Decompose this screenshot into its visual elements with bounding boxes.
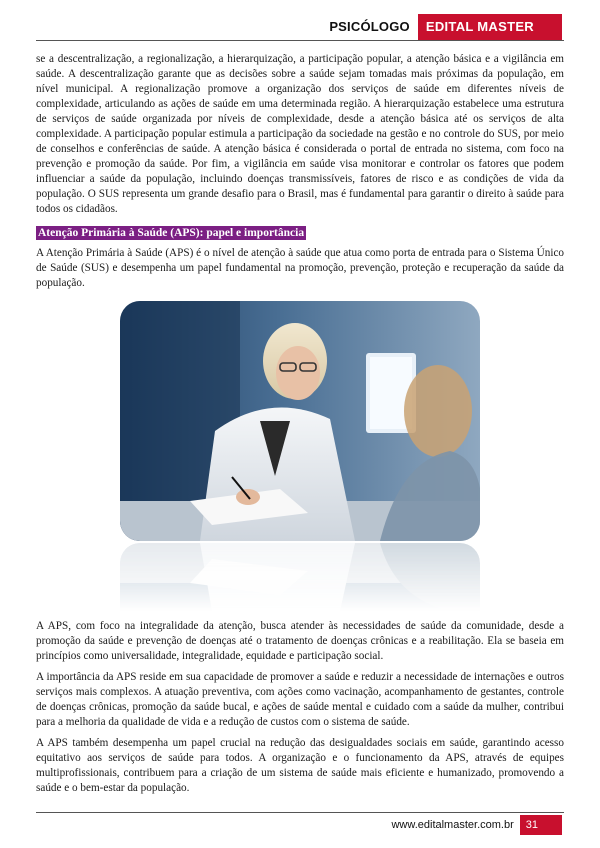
footer-website: www.editalmaster.com.br bbox=[391, 819, 514, 831]
doctor-photo-reflection bbox=[120, 543, 480, 611]
page-footer bbox=[391, 815, 562, 835]
header-subject: PSICÓLOGO bbox=[329, 19, 410, 34]
doctor-photo bbox=[120, 301, 480, 541]
header-divider bbox=[36, 40, 564, 41]
page-content bbox=[36, 52, 564, 802]
paragraph-2: A APS, com foco na integralidade da atenção, busca atender às necessidades de saúde da comunidade, desde a promoção da saúde e prevenção de doenças até o tratamento de doenças crônicas e a reabilitação. Ela se baseia em princípios como universalidade, integralidade, equidade e participação social. bbox=[36, 620, 564, 662]
header-brand: EDITAL MASTER bbox=[418, 14, 562, 40]
intro-paragraph: se a descentralização, a regionalização, a hierarquização, a participação popular, a atenção básica e a vigilância em saúde. A descentralização garante que as decisões sobre a saúde sejam tomadas mais próximas da população, em nível municipal. A regionalização promove a organização dos serviços de saúde em diferentes níveis de complexidade, articulando as ações de saúde em uma determinada região. A hierarquização estabelece uma estrutura de serviços de saúde organizada por níveis de complexidade, desde a atenção básica até os serviços de alta complexidade. A participação popular estimula a participação da sociedade na gestão e no controle do SUS, por meio de conselhos e conferências de saúde. A atenção básica é considerada o portal de entrada no sistema, com foco na prevenção e promoção da saúde. Por fim, a vigilância em saúde visa monitorar e controlar os fatores que podem influenciar a saúde da população, incluindo doenças transmissíveis, fatores de risco e as condições de vida da população. O SUS representa um grande desafio para o Brasil, mas é fundamental para garantir o direito à saúde para todos os cidadãos. bbox=[36, 53, 564, 215]
section-title: Atenção Primária à Saúde (APS): papel e importância bbox=[38, 227, 305, 239]
paragraph-4: A APS também desempenha um papel crucial na redução das desigualdades sociais em saúde, garantindo acesso equitativo aos serviços de saúde para todos. A organização e o funcionamento da APS, através de equipes multiprofissionais, contribuem para a criação de um sistema de saúde mais eficiente e humanizado, promovendo a saúde e o bem-estar da população. bbox=[36, 737, 564, 794]
section-intro-paragraph: A Atenção Primária à Saúde (APS) é o nível de atenção à saúde que atua como porta de entrada para o Sistema Único de Saúde (SUS) e desempenha um papel fundamental na promoção, prevenção, proteção e recuperação da saúde da população. bbox=[36, 247, 564, 289]
footer-divider bbox=[36, 812, 564, 813]
doctor-photo-figure bbox=[120, 301, 480, 611]
paragraph-3: A importância da APS reside em sua capacidade de promover a saúde e reduzir a necessidade de internações e outros serviços mais complexos. A atuação preventiva, com ações como vacinação, acompanhamento de gestantes, controle de doenças crônicas, promoção da saúde bucal, e ações de saúde mental e cuidado com a saúde da mulher, contribui para a melhoria da qualidade de vida e a redução de custos com o sistema de saúde. bbox=[36, 671, 564, 728]
page-header bbox=[329, 14, 562, 40]
section-heading bbox=[36, 223, 564, 241]
page-number: 31 bbox=[520, 815, 562, 835]
